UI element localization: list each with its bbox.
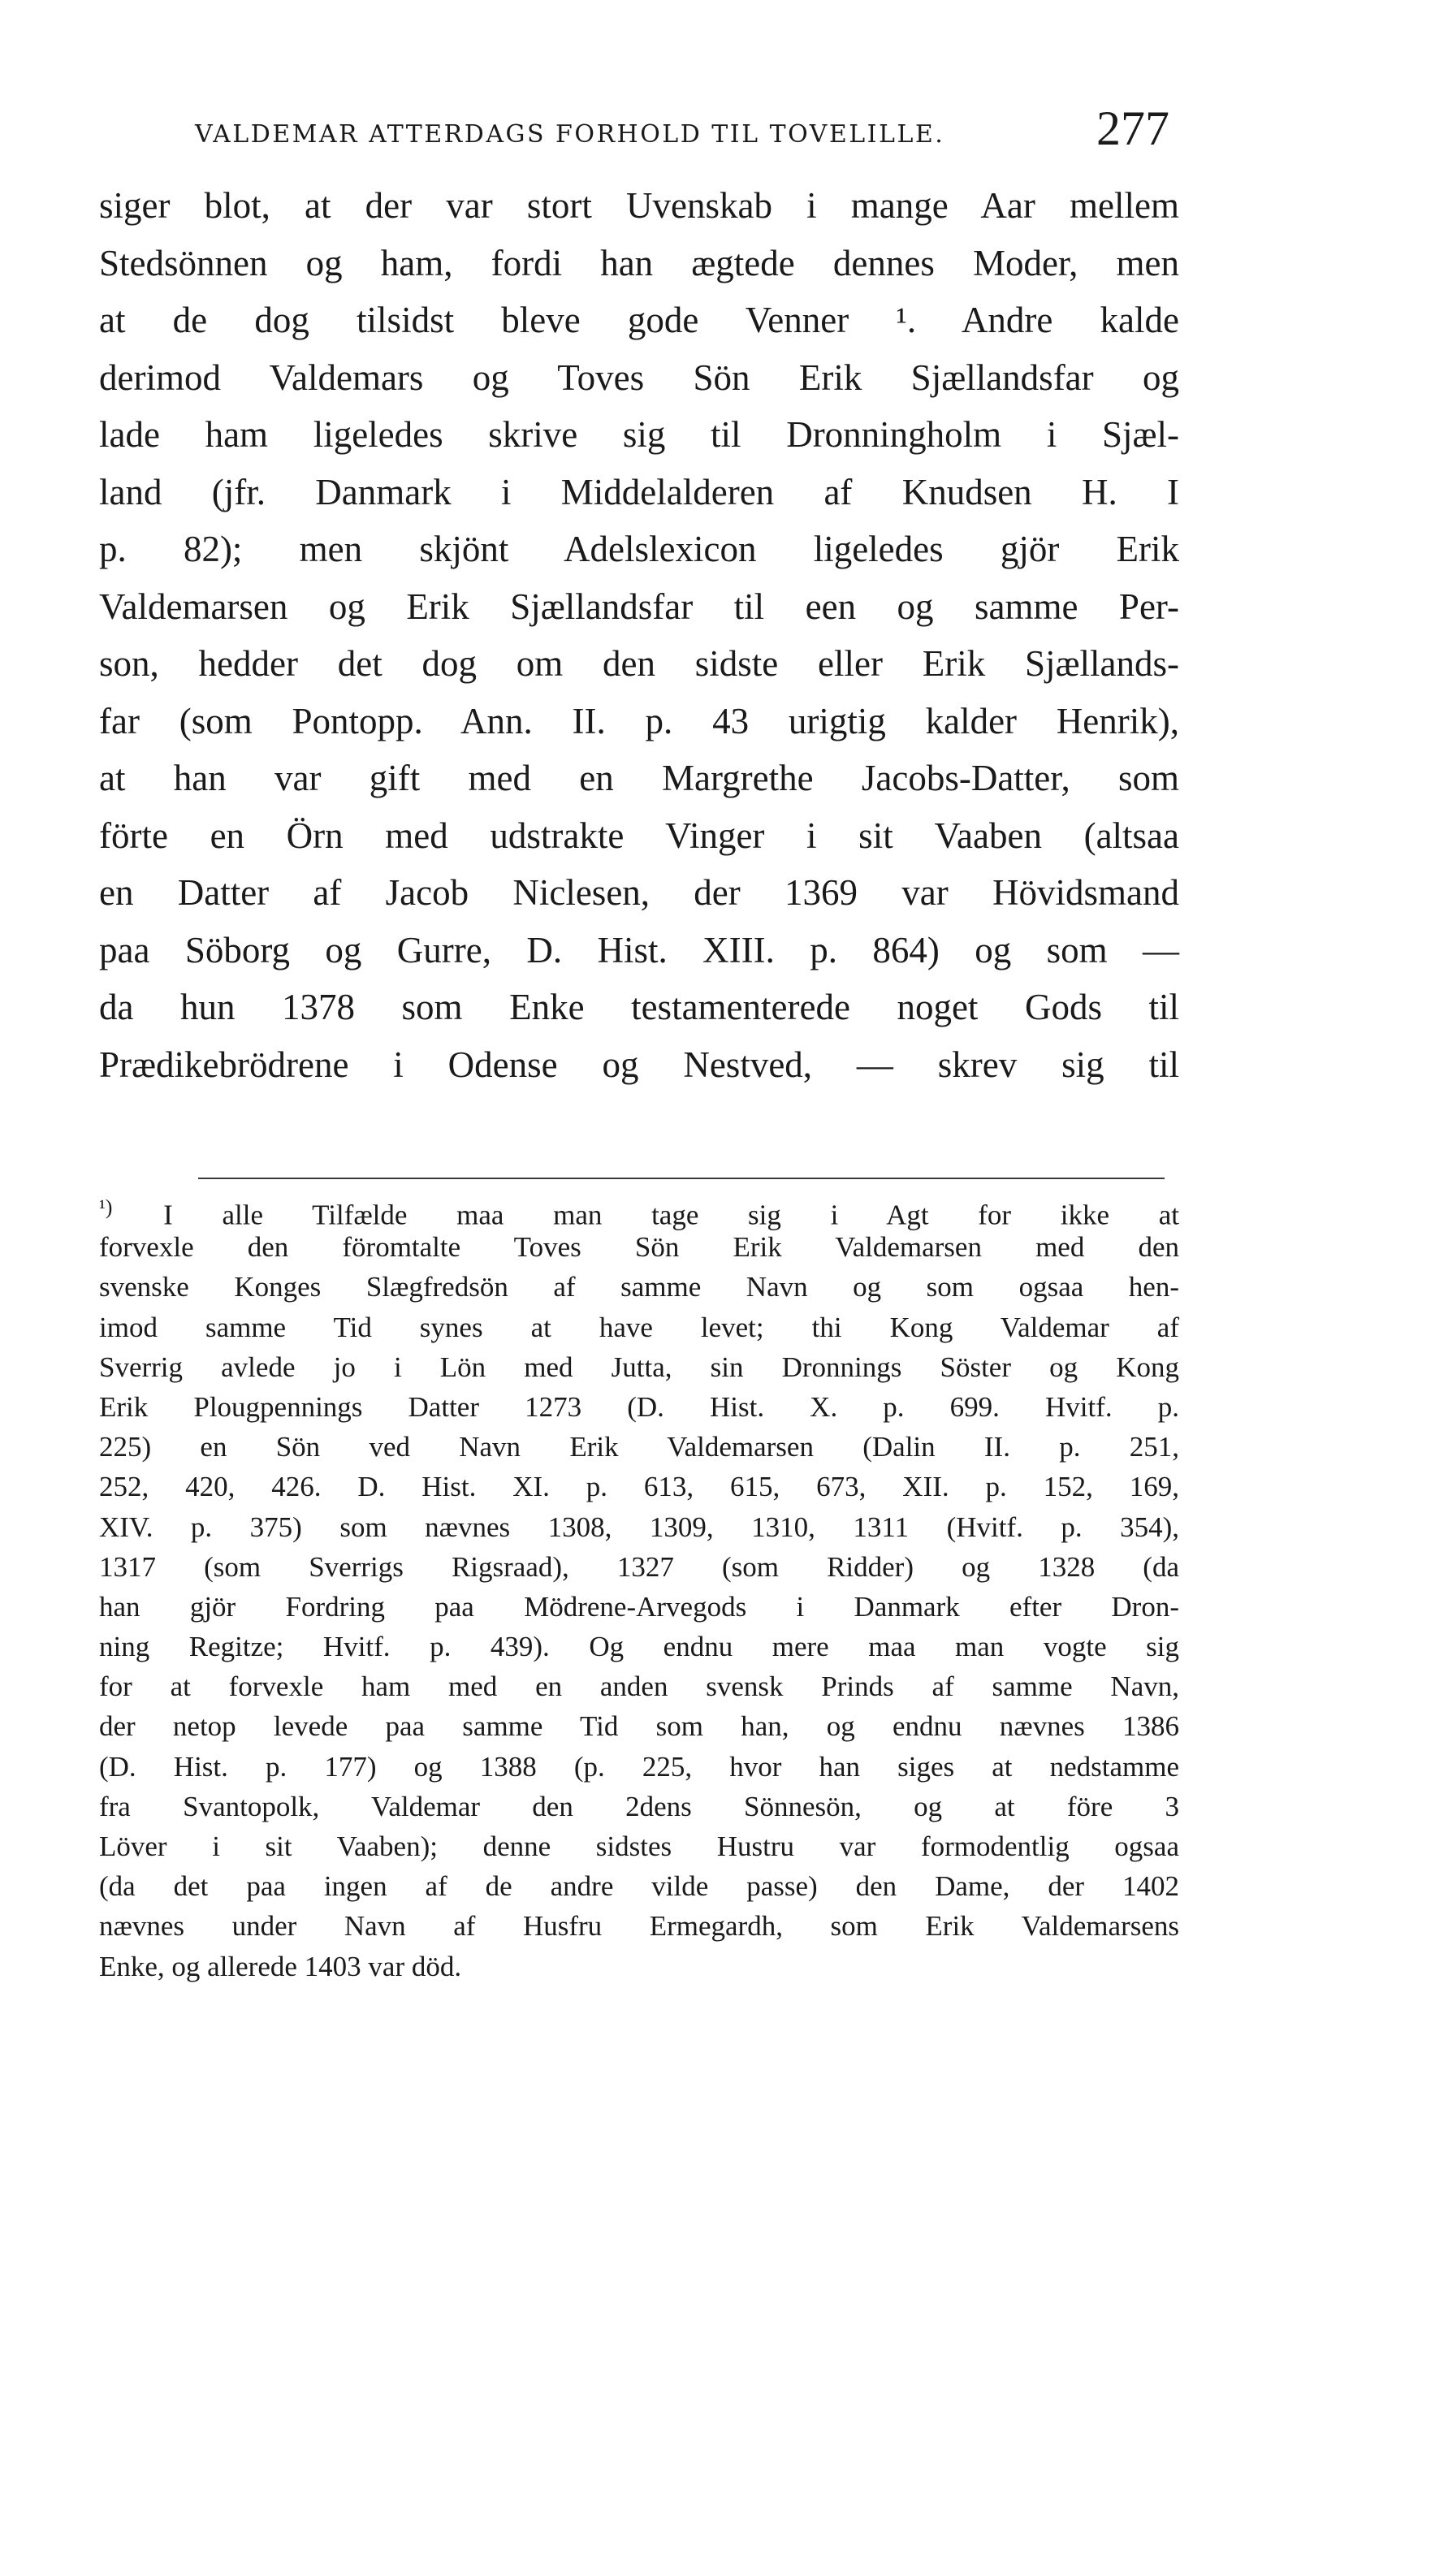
footnote-line: Erik Plougpennings Datter 1273 (D. Hist. X. p. 699. Hvitf. p. xyxy=(99,1390,1179,1423)
footnote xyxy=(99,1187,1179,1986)
text-line: at de dog tilsidst bleve gode Venner ¹. Andre kalde xyxy=(99,300,1179,340)
text-line: siger blot, at der var stort Uvenskab i mange Aar mellem xyxy=(99,185,1179,226)
footnote-line: 252, 420, 426. D. Hist. XI. p. 613, 615, 673, XII. p. 152, 169, xyxy=(99,1471,1179,1503)
footnote-line xyxy=(99,1187,1179,1231)
footnote-line: forvexle den föromtalte Toves Sön Erik Valdemarsen med den xyxy=(99,1231,1179,1264)
text-line: derimod Valdemars og Toves Sön Erik Sjællandsfar og xyxy=(99,357,1179,398)
footnote-line: for at forvexle ham med en anden svensk Prinds af samme Navn, xyxy=(99,1671,1179,1703)
footnote-line: ning Regitze; Hvitf. p. 439). Og endnu mere maa man vogte sig xyxy=(99,1631,1179,1663)
page-number: 277 xyxy=(1096,102,1169,155)
footnote-line: 225) en Sön ved Navn Erik Valdemarsen (Dalin II. p. 251, xyxy=(99,1431,1179,1463)
footnote-line: han gjör Fordring paa Mödrene-Arvegods i Danmark efter Dron- xyxy=(99,1590,1179,1623)
text-line: at han var gift med en Margrethe Jacobs-Datter, som xyxy=(99,758,1179,798)
text-line: lade ham ligeledes skrive sig til Dronningholm i Sjæl- xyxy=(99,414,1179,455)
footnote-divider xyxy=(198,1178,1165,1179)
text-line: son, hedder det dog om den sidste eller Erik Sjællands- xyxy=(99,643,1179,684)
footnote-line: nævnes under Navn af Husfru Ermegardh, som Erik Valdemarsens xyxy=(99,1910,1179,1943)
footnote-line: (D. Hist. p. 177) og 1388 (p. 225, hvor han siges at nedstamme xyxy=(99,1750,1179,1783)
text-line: Stedsönnen og ham, fordi han ægtede dennes Moder, men xyxy=(99,242,1179,283)
text-line: en Datter af Jacob Niclesen, der 1369 var Hövidsmand xyxy=(99,872,1179,913)
text-line: land (jfr. Danmark i Middelalderen af Knudsen H. I xyxy=(99,471,1179,512)
text-line: förte en Örn med udstrakte Vinger i sit Vaaben (altsaa xyxy=(99,815,1179,856)
footnote-line: svenske Konges Slægfredsön af samme Navn og som ogsaa hen- xyxy=(99,1271,1179,1303)
text-line: paa Söborg og Gurre, D. Hist. XIII. p. 864) og som — xyxy=(99,929,1179,970)
footnote-line-text: I alle Tilfælde maa man tage sig i Agt for ikke at xyxy=(163,1199,1179,1231)
footnote-line: (da det paa ingen af de andre vilde passe) den Dame, der 1402 xyxy=(99,1870,1179,1903)
footnote-line: Enke, og allerede 1403 var död. xyxy=(99,1950,462,1982)
footnote-line: Löver i sit Vaaben); denne sidstes Hustru var formodentlig ogsaa xyxy=(99,1830,1179,1862)
main-text xyxy=(99,177,1179,1093)
footnote-marker: ¹) xyxy=(99,1195,113,1219)
text-line: Valdemarsen og Erik Sjællandsfar til een og samme Per- xyxy=(99,586,1179,627)
footnote-line: der netop levede paa samme Tid som han, og endnu nævnes 1386 xyxy=(99,1710,1179,1743)
page-header xyxy=(195,96,1169,169)
footnote-line: XIV. p. 375) som nævnes 1308, 1309, 1310, 1311 (Hvitf. p. 354), xyxy=(99,1511,1179,1543)
footnote-line: Sverrig avlede jo i Lön med Jutta, sin Dronnings Söster og Kong xyxy=(99,1351,1179,1383)
text-line: p. 82); men skjönt Adelslexicon ligeledes gjör Erik xyxy=(99,529,1179,569)
running-head: VALDEMAR ATTERDAGS FORHOLD TIL TOVELILLE. xyxy=(195,120,945,149)
footnote-line: imod samme Tid synes at have levet; thi Kong Valdemar af xyxy=(99,1311,1179,1343)
text-line: Prædikebrödrene i Odense og Nestved, — skrev sig til xyxy=(99,1044,1179,1085)
footnote-line: fra Svantopolk, Valdemar den 2dens Sönnesön, og at före 3 xyxy=(99,1790,1179,1822)
text-line: far (som Pontopp. Ann. II. p. 43 urigtig kalder Henrik), xyxy=(99,700,1179,741)
text-line: da hun 1378 som Enke testamenterede noget Gods til xyxy=(99,987,1179,1027)
footnote-line: 1317 (som Sverrigs Rigsraad), 1327 (som Ridder) og 1328 (da xyxy=(99,1550,1179,1583)
